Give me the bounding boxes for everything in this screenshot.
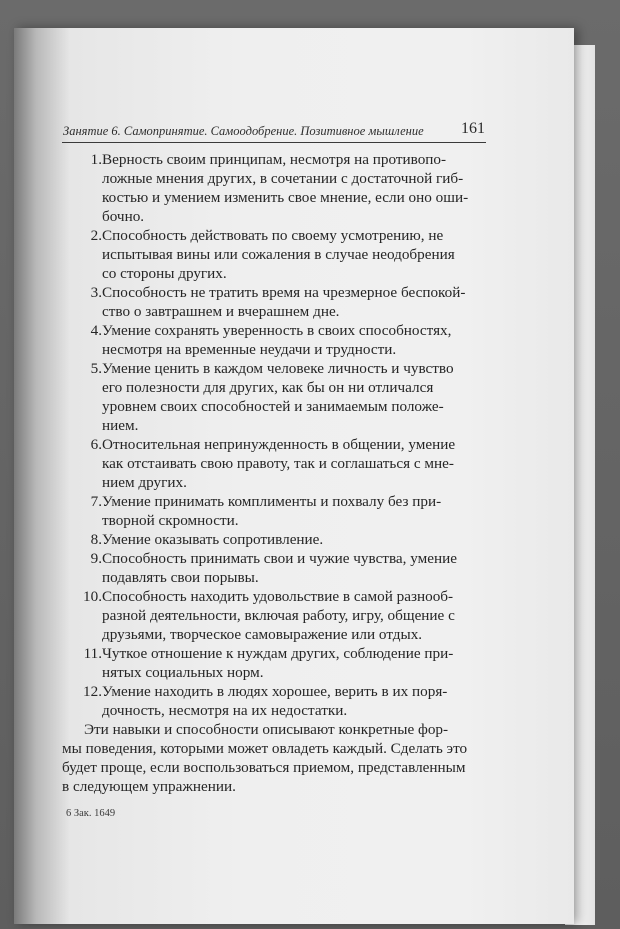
paragraph-line: в следующем упражнении. bbox=[62, 778, 236, 795]
list-item-line: Чуткое отношение к нуждам других, соблюдение при- bbox=[102, 645, 454, 662]
list-item-line: Умение ценить в каждом человеке личность и чувство bbox=[102, 360, 454, 377]
list-item-line: Способность действовать по своему усмотрению, не bbox=[102, 227, 444, 244]
list-item-line: Способность не тратить время на чрезмерное беспокой- bbox=[102, 284, 466, 301]
list-item-number: 8. bbox=[90, 531, 102, 548]
list-item-number: 3. bbox=[90, 284, 102, 301]
list-item-number: 9. bbox=[90, 550, 102, 567]
list-item-line: Верность своим принципам, несмотря на противопо- bbox=[102, 151, 447, 168]
list-item-line: несмотря на временные неудачи и трудности. bbox=[102, 341, 397, 358]
list-item-number: 11. bbox=[83, 645, 102, 662]
list-item-line: испытывая вины или сожаления в случае неодобрения bbox=[102, 246, 455, 263]
list-item-line: костью и умением изменить свое мнение, если оно оши- bbox=[102, 189, 469, 206]
list-item-number: 6. bbox=[90, 436, 102, 453]
page-body bbox=[62, 150, 486, 796]
running-head bbox=[63, 120, 485, 142]
list-item-number: 10. bbox=[83, 588, 102, 605]
page-number: 161 bbox=[461, 120, 485, 137]
list-item-line: разной деятельности, включая работу, игру, общение с bbox=[102, 607, 455, 624]
list-item bbox=[62, 492, 486, 530]
list-item bbox=[62, 321, 486, 359]
list-item bbox=[62, 644, 486, 682]
list-item bbox=[62, 226, 486, 283]
list-item bbox=[62, 150, 486, 226]
list-item-line: Умение принимать комплименты и похвалу без при- bbox=[102, 493, 442, 510]
list-item bbox=[62, 530, 486, 549]
list-item-number: 1. bbox=[90, 151, 102, 168]
paragraph-line: Эти навыки и способности описывают конкретные фор- bbox=[84, 721, 449, 738]
list-item bbox=[62, 682, 486, 720]
list-item-line: Умение находить в людях хорошее, верить в их поря- bbox=[102, 683, 448, 700]
list-item-line: ство о завтрашнем и вчерашнем дне. bbox=[102, 303, 340, 320]
list-item-line: со стороны других. bbox=[102, 265, 227, 282]
list-item-line: нием других. bbox=[102, 474, 187, 491]
list-item-line: Способность находить удовольствие в самой разнооб- bbox=[102, 588, 454, 605]
list-item bbox=[62, 359, 486, 435]
list-item-line: Умение сохранять уверенность в своих способностях, bbox=[102, 322, 452, 339]
list-item-line: ложные мнения других, в сочетании с достаточной гиб- bbox=[102, 170, 464, 187]
list-item-line: друзьями, творческое самовыражение или отдых. bbox=[102, 626, 423, 643]
list-item-line: Способность принимать свои и чужие чувства, умение bbox=[102, 550, 457, 567]
list-item-line: нием. bbox=[102, 417, 139, 434]
list-item bbox=[62, 549, 486, 587]
list-item bbox=[62, 435, 486, 492]
list-item-number: 2. bbox=[90, 227, 102, 244]
list-item-number: 12. bbox=[83, 683, 102, 700]
list-item-number: 5. bbox=[90, 360, 102, 377]
list-item-line: уровнем своих способностей и занимаемым положе- bbox=[102, 398, 444, 415]
list-item bbox=[62, 283, 486, 321]
list-item-line: как отстаивать свою правоту, так и соглашаться с мне- bbox=[102, 455, 454, 472]
list-item-line: Относительная непринужденность в общении, умение bbox=[102, 436, 456, 453]
list-item-line: его полезности для других, как бы он ни отличался bbox=[102, 379, 434, 396]
list-item-line: Умение оказывать сопротивление. bbox=[102, 531, 324, 548]
list-item-line: дочность, несмотря на их недостатки. bbox=[102, 702, 348, 719]
paragraph-line: мы поведения, которыми может овладеть каждый. Сделать это bbox=[62, 740, 468, 757]
running-title: Занятие 6. Самопринятие. Самоодобрение. Позитивное мышление bbox=[63, 124, 424, 138]
list-item-line: нятых социальных норм. bbox=[102, 664, 264, 681]
printer-signature: 6 Зак. 1649 bbox=[66, 808, 116, 819]
list-item-line: творной скромности. bbox=[102, 512, 239, 529]
list-item-number: 7. bbox=[90, 493, 102, 510]
list-item-line: бочно. bbox=[102, 208, 145, 225]
list-item-number: 4. bbox=[90, 322, 102, 339]
closing-paragraph bbox=[62, 720, 486, 796]
list-item bbox=[62, 587, 486, 644]
list-item-line: подавлять свои порывы. bbox=[102, 569, 259, 586]
paragraph-line: будет проще, если воспользоваться приемом, представленным bbox=[62, 759, 466, 776]
header-rule bbox=[62, 142, 486, 143]
